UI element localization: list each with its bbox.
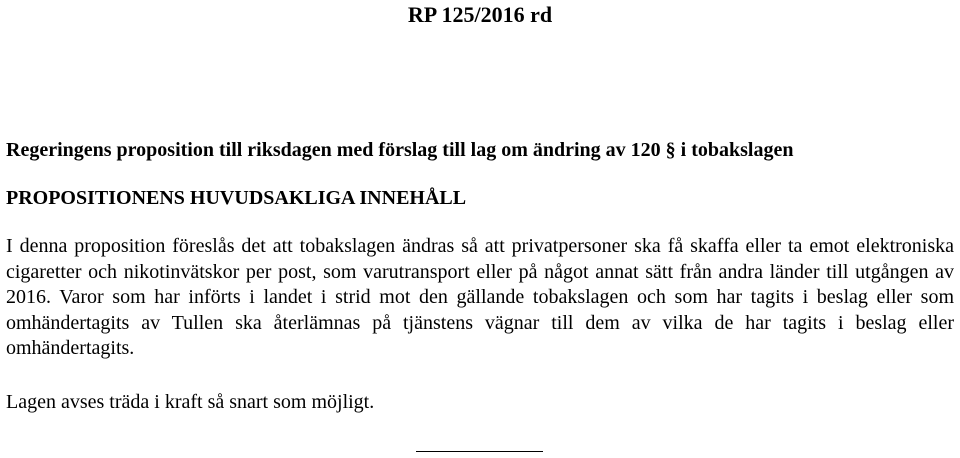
- end-divider: [416, 451, 543, 452]
- section-heading: PROPOSITIONENS HUVUDSAKLIGA INNEHÅLL: [6, 187, 467, 209]
- summary-paragraph: I denna proposition föreslås det att tobakslagen ändras så att privatpersoner ska få skaffa eller ta emot elektroniska cigaretter och nikotinvätskor per post, som varutransport eller på något annat sätt från andra länder till utgången av 2016. Varor som har införts i landet i strid mot den gällande tobakslagen och som har tagits i beslag eller som omhändertagits av Tullen ska återlämnas på tjänstens vägnar till dem av vilka de har tagits i beslag eller omhändertagits.: [6, 235, 954, 359]
- document-number: RP 125/2016 rd: [407, 2, 553, 27]
- proposition-title: Regeringens proposition till riksdagen med förslag till lag om ändring av 120 § i tobakslagen: [6, 139, 794, 161]
- entry-into-force-paragraph: Lagen avses träda i kraft så snart som möjligt.: [6, 391, 375, 413]
